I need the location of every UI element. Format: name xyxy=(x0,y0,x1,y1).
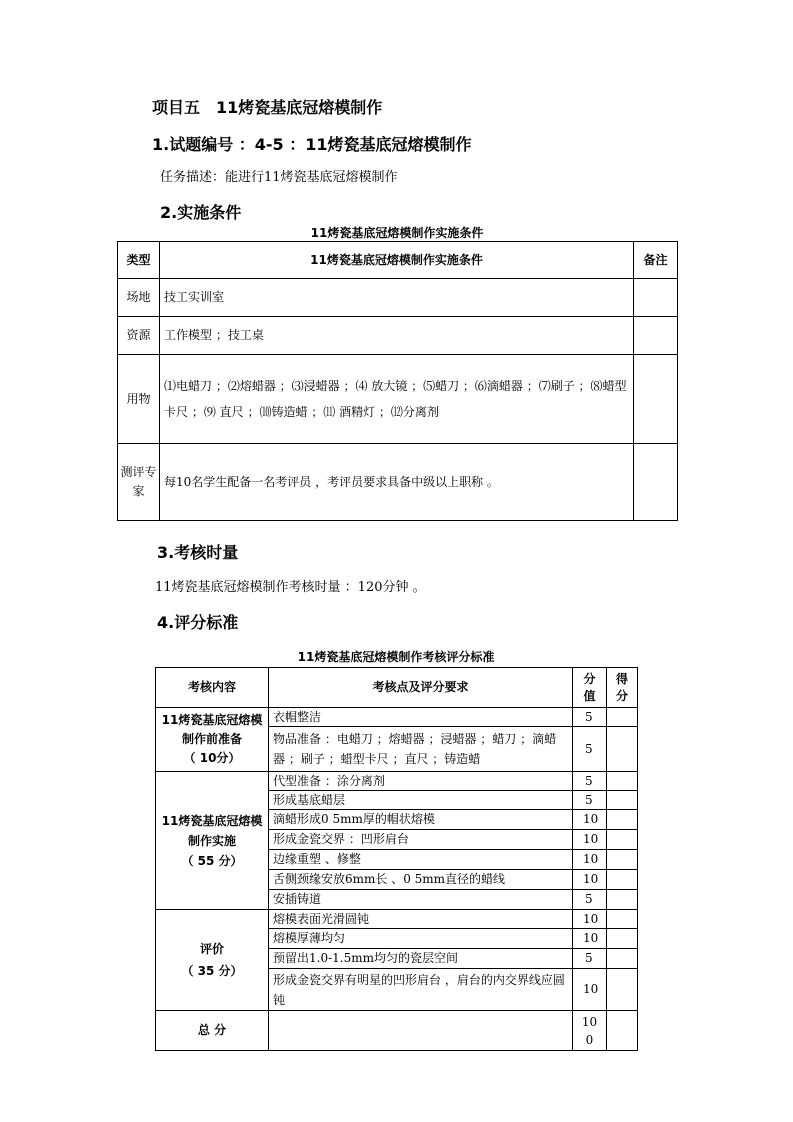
scoring-table-caption: 11烤瓷基底冠熔模制作考核评分标准 xyxy=(297,650,495,664)
criteria-points: 5 xyxy=(573,791,607,810)
row-content: 工作模型 ；技工桌 xyxy=(160,317,634,355)
score-cell xyxy=(607,929,638,949)
exam-duration-text: 11烤瓷基底冠熔模制作考核时量 ：120分钟 。 xyxy=(155,580,426,595)
total-score-cell xyxy=(607,1011,638,1051)
group-subtotal: （ 10分） xyxy=(183,751,241,765)
page-title: 项目五 11烤瓷基底冠熔模制作 xyxy=(152,98,383,117)
criteria-points: 5 xyxy=(573,890,607,910)
criteria-points: 10 xyxy=(573,810,607,830)
score-cell xyxy=(607,708,638,727)
conditions-header-row xyxy=(118,242,678,279)
total-criteria-cell xyxy=(269,1011,573,1051)
score-cell xyxy=(607,969,638,1011)
conditions-table xyxy=(117,241,678,521)
scoring-header-row xyxy=(156,668,638,708)
score-cell xyxy=(607,949,638,969)
row-note xyxy=(634,317,678,355)
score-cell xyxy=(607,910,638,929)
header-score: 得分 xyxy=(607,668,638,708)
group-evaluation xyxy=(156,910,269,1011)
table-row xyxy=(118,317,678,355)
score-cell xyxy=(607,890,638,910)
group-name: 11烤瓷基底冠熔模制作前准备 xyxy=(161,713,263,746)
section4-heading: 4.评分标准 xyxy=(157,613,239,632)
criteria-points: 10 xyxy=(573,830,607,850)
criteria-points: 5 xyxy=(573,772,607,791)
row-type: 测评专家 xyxy=(118,444,160,521)
criteria-text: 滴蜡形成0 5mm厚的帽状熔模 xyxy=(269,810,573,830)
table-row xyxy=(118,444,678,521)
group-name: 11烤瓷基底冠熔模制作实施 xyxy=(161,813,263,848)
score-cell xyxy=(607,727,638,772)
section1-heading: 1.试题编号 ：4-5 ：11烤瓷基底冠熔模制作 xyxy=(152,135,472,154)
header-note: 备注 xyxy=(634,242,678,279)
group-preparation xyxy=(156,708,269,772)
criteria-points: 10 xyxy=(573,929,607,949)
row-note xyxy=(634,355,678,444)
table-row xyxy=(118,279,678,317)
group-implementation xyxy=(156,772,269,910)
header-condition: 11烤瓷基底冠熔模制作实施条件 xyxy=(160,242,634,279)
criteria-text: 形成金瓷交界有明星的凹形肩台 ，肩台的内交界线应圆钝 xyxy=(269,969,573,1011)
table-row xyxy=(156,910,638,929)
total-points: 100 xyxy=(573,1011,607,1051)
row-type: 用物 xyxy=(118,355,160,444)
score-cell xyxy=(607,810,638,830)
total-row xyxy=(156,1011,638,1051)
section3-heading: 3.考核时量 xyxy=(157,543,239,562)
table-row xyxy=(118,355,678,444)
criteria-text: 安插铸道 xyxy=(269,890,573,910)
criteria-points: 10 xyxy=(573,850,607,870)
criteria-points: 10 xyxy=(573,969,607,1011)
criteria-text: 物品准备 ：电蜡刀 ；熔蜡器 ；浸蜡器 ；蜡刀 ；滴蜡器 ；刷子 ；蜡型卡尺 ；直尺 ；铸造蜡 xyxy=(269,727,573,772)
criteria-text: 预留出1.0-1.5mm均匀的瓷层空间 xyxy=(269,949,573,969)
row-content: ⑴电蜡刀 ；⑵熔蜡器 ；⑶浸蜡器 ；⑷ 放大镜 ；⑸蜡刀 ；⑹滴蜡器 ；⑺刷子 ；⑻蜡型卡尺 ；⑼ 直尺 ；⑽铸造蜡 ；⑾ 酒精灯 ；⑿分离剂 xyxy=(160,355,634,444)
group-subtotal: （ 35 分） xyxy=(181,964,243,978)
table-row xyxy=(156,772,638,791)
criteria-points: 5 xyxy=(573,708,607,727)
score-cell xyxy=(607,830,638,850)
criteria-text: 边缘重塑 、修整 xyxy=(269,850,573,870)
criteria-text: 形成基底蜡层 xyxy=(269,791,573,810)
table-row xyxy=(156,708,638,727)
row-note xyxy=(634,444,678,521)
row-content: 每10名学生配备一名考评员 ，考评员要求具备中级以上职称 。 xyxy=(160,444,634,521)
conditions-table-caption: 11烤瓷基底冠熔模制作实施条件 xyxy=(310,226,484,240)
score-cell xyxy=(607,850,638,870)
row-content: 技工实训室 xyxy=(160,279,634,317)
header-criteria: 考核点及评分要求 xyxy=(269,668,573,708)
criteria-text: 代型准备 ：涂分离剂 xyxy=(269,772,573,791)
scoring-table xyxy=(155,667,638,1051)
criteria-text: 熔模表面光滑圆钝 xyxy=(269,910,573,929)
criteria-points: 10 xyxy=(573,910,607,929)
group-subtotal: （ 55 分） xyxy=(181,853,243,868)
total-label: 总 分 xyxy=(156,1011,269,1051)
score-cell xyxy=(607,870,638,890)
criteria-points: 5 xyxy=(573,727,607,772)
header-content: 考核内容 xyxy=(156,668,269,708)
score-cell xyxy=(607,791,638,810)
row-note xyxy=(634,279,678,317)
criteria-text: 形成金瓷交界 ：凹形肩台 xyxy=(269,830,573,850)
group-name: 评价 xyxy=(199,942,224,956)
score-cell xyxy=(607,772,638,791)
criteria-points: 5 xyxy=(573,949,607,969)
criteria-text: 衣帽整洁 xyxy=(269,708,573,727)
task-description: 任务描述：能进行11烤瓷基底冠熔模制作 xyxy=(160,170,398,185)
header-points: 分值 xyxy=(573,668,607,708)
criteria-text: 舌侧颈缘安放6mm长 、0 5mm直径的蜡线 xyxy=(269,870,573,890)
criteria-text: 熔模厚薄均匀 xyxy=(269,929,573,949)
criteria-points: 10 xyxy=(573,870,607,890)
section2-heading: 2.实施条件 xyxy=(160,203,242,222)
row-type: 资源 xyxy=(118,317,160,355)
row-type: 场地 xyxy=(118,279,160,317)
header-type: 类型 xyxy=(118,242,160,279)
